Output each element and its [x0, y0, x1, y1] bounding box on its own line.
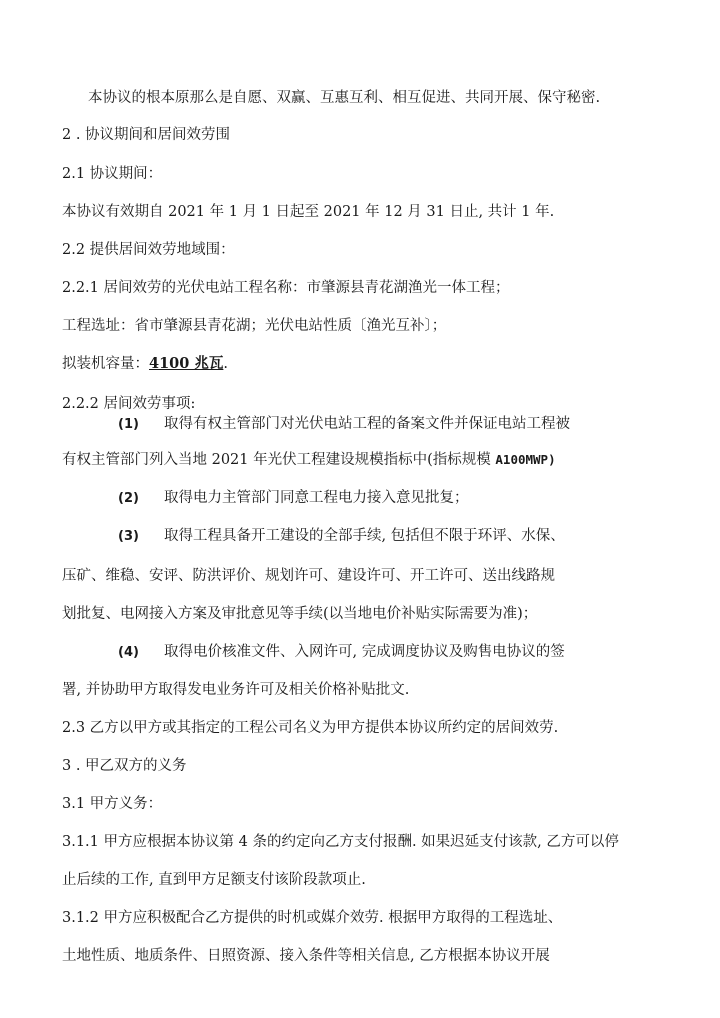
item-2-text: 取得电力主管部门同意工程电力接入意见批复； [164, 490, 469, 506]
section-3-1-2-continuation: 土地性质、地质条件、日照资源、接入条件等相关信息, 乙方根据本协议开展 [62, 948, 550, 964]
section-3-1-1-continuation: 止后续的工作, 直到甲方足额支付该阶段款项止. [62, 872, 366, 888]
item-3-continuation-2: 划批复、电网接入方案及审批意见等手续(以当地电价补贴实际需要为准)； [62, 606, 538, 622]
item-2-line [118, 488, 680, 509]
section-2-heading: 2 . 协议期间和居间效劳围 [62, 127, 231, 143]
validity-period-text: 本协议有效期自 2021 年 1 月 1 日起至 2021 年 12 月 31 日止, 共计 1 年. [62, 204, 555, 220]
item-1-continuation-text: 有权主管部门列入当地 2021 年光伏工程建设规模指标中(指标规模 [62, 452, 496, 468]
item-1-number: (1) [118, 417, 139, 432]
item-4-continuation: 署, 并协助甲方取得发电业务许可及相关价格补贴批文. [62, 682, 410, 698]
capacity-line [62, 354, 680, 374]
item-4-number: (4) [118, 645, 139, 660]
item-3-text: 取得工程具备开工建设的全部手续, 包括但不限于环评、水保、 [164, 528, 565, 544]
item-3-continuation-1: 压矿、维稳、安评、防洪评价、规划许可、建设许可、开工许可、送出线路规 [62, 568, 555, 584]
item-3-line [118, 526, 680, 547]
capacity-period: . [223, 356, 229, 372]
item-1-line [118, 414, 680, 435]
item-1-text: 取得有权主管部门对光伏电站工程的备案文件并保证电站工程被 [164, 416, 570, 432]
section-2-2-heading: 2.2 提供居间效劳地域围： [62, 242, 235, 258]
project-site-text: 工程选址：省市肇源县青花湖；光伏电站性质〔渔光互补〕； [62, 318, 447, 334]
section-3-1-1-text: 3.1.1 甲方应根据本协议第 4 条的约定向乙方支付报酬. 如果迟延支付该款, 乙方可以停 [62, 834, 619, 850]
section-2-2-1-project-name: 2.2.1 居间效劳的光伏电站工程名称：市肇源县青花湖渔光一体工程； [62, 280, 510, 296]
principle-paragraph: 本协议的根本原那么是自愿、双赢、互惠互利、相互促进、共同开展、保守秘密. [88, 90, 601, 106]
section-3-heading: 3 . 甲乙双方的义务 [62, 758, 187, 774]
item-2-number: (2) [118, 491, 139, 506]
item-3-number: (3) [118, 529, 139, 544]
item-1-scale-code: A100MWP) [495, 452, 556, 467]
item-4-line [118, 642, 680, 663]
section-3-1-2-text: 3.1.2 甲方应积极配合乙方提供的时机或媒介效劳. 根据甲方取得的工程选址、 [62, 910, 563, 926]
item-4-text: 取得电价核准文件、入网许可, 完成调度协议及购售电协议的签 [164, 644, 565, 660]
capacity-value: 4100 兆瓦 [149, 355, 224, 372]
capacity-label: 拟装机容量： [62, 356, 149, 372]
section-2-3-text: 2.3 乙方以甲方或其指定的工程公司名义为甲方提供本协议所约定的居间效劳. [62, 720, 559, 736]
section-2-1-heading: 2.1 协议期间： [62, 166, 163, 182]
section-3-1-heading: 3.1 甲方义务： [62, 796, 163, 812]
section-2-2-2-heading: 2.2.2 居间效劳事项: [62, 396, 196, 412]
item-1-continuation [62, 450, 680, 470]
